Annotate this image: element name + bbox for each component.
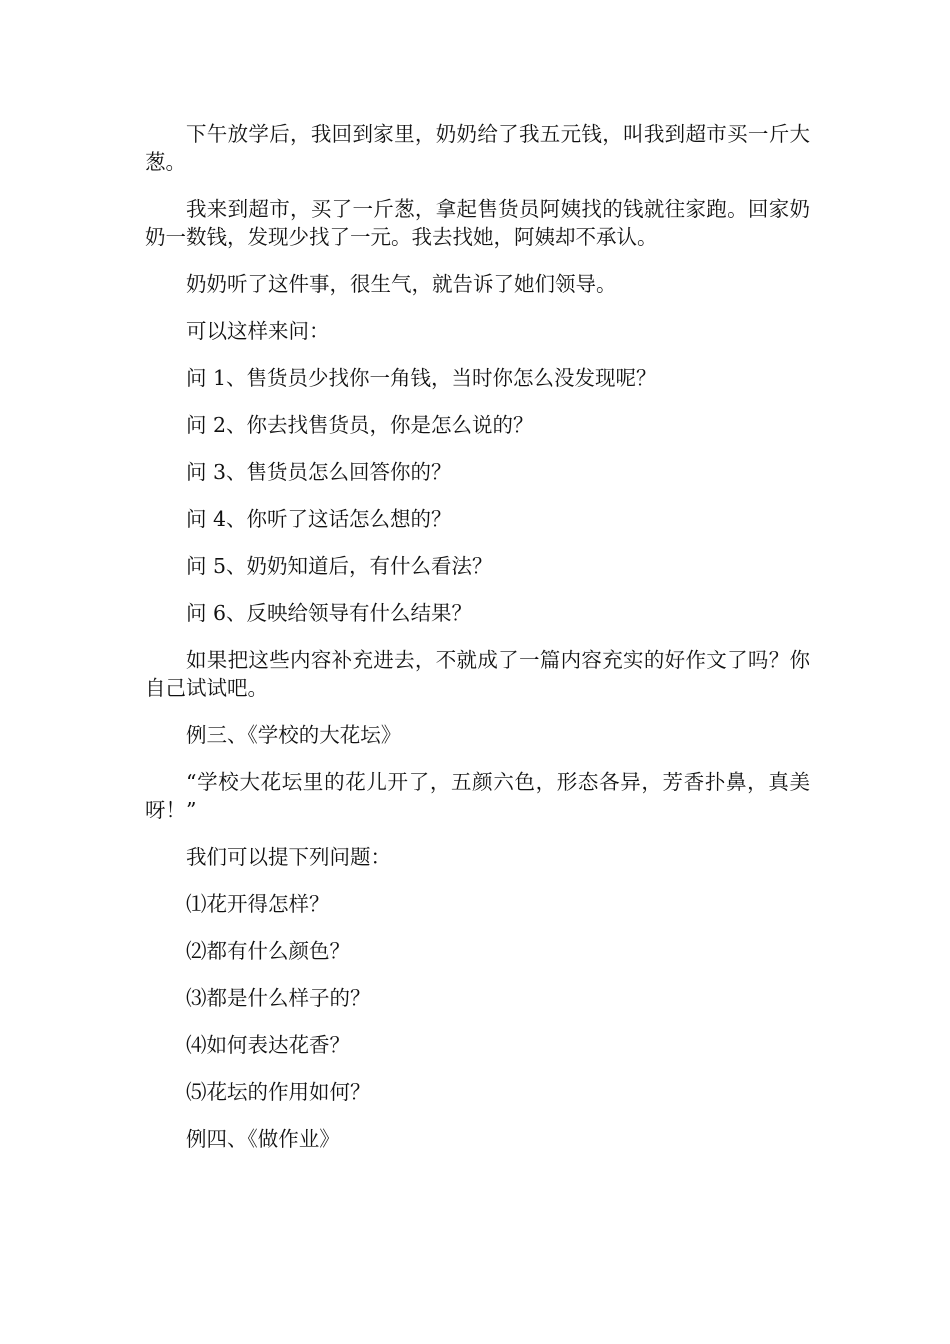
flower-question-3: ⑶都是什么样子的？ [186, 986, 371, 1010]
flower-question-2: ⑵都有什么颜色？ [186, 939, 350, 963]
paragraph-conclusion: 如果把这些内容补充进去，不就成了一篇内容充实的好作文了吗？你自己试试吧。 [145, 648, 810, 700]
example-3-heading: 例三、《学校的大花坛》 [186, 723, 402, 747]
question-1: 问 1、售货员少找你一角钱，当时你怎么没发现呢？ [186, 366, 657, 390]
flower-question-1: ⑴花开得怎样？ [186, 892, 330, 916]
paragraph-grandma: 奶奶听了这件事，很生气，就告诉了她们领导。 [186, 272, 617, 296]
paragraph-ask-intro: 可以这样来问： [186, 319, 330, 343]
question-3: 问 3、售货员怎么回答你的？ [186, 460, 452, 484]
paragraph-supermarket: 我来到超市，买了一斤葱，拿起售货员阿姨找的钱就往家跑。回家奶奶一数钱，发现少找了一元。我去找她，阿姨却不承认。 [145, 197, 810, 249]
paragraph-questions-intro: 我们可以提下列问题： [186, 845, 391, 869]
question-2: 问 2、你去找售货员，你是怎么说的？ [186, 413, 534, 437]
paragraph-quote: “学校大花坛里的花儿开了，五颜六色，形态各异，芳香扑鼻，真美呀！” [145, 770, 810, 822]
question-4: 问 4、你听了这话怎么想的？ [186, 507, 452, 531]
question-6: 问 6、反映给领导有什么结果？ [186, 601, 473, 625]
document-body [145, 120, 810, 1172]
flower-question-5: ⑸花坛的作用如何？ [186, 1080, 371, 1104]
paragraph-errand: 下午放学后，我回到家里，奶奶给了我五元钱，叫我到超市买一斤大葱。 [145, 122, 810, 174]
example-4-heading: 例四、《做作业》 [186, 1127, 340, 1151]
question-5: 问 5、奶奶知道后，有什么看法？ [186, 554, 493, 578]
flower-question-4: ⑷如何表达花香？ [186, 1033, 350, 1057]
